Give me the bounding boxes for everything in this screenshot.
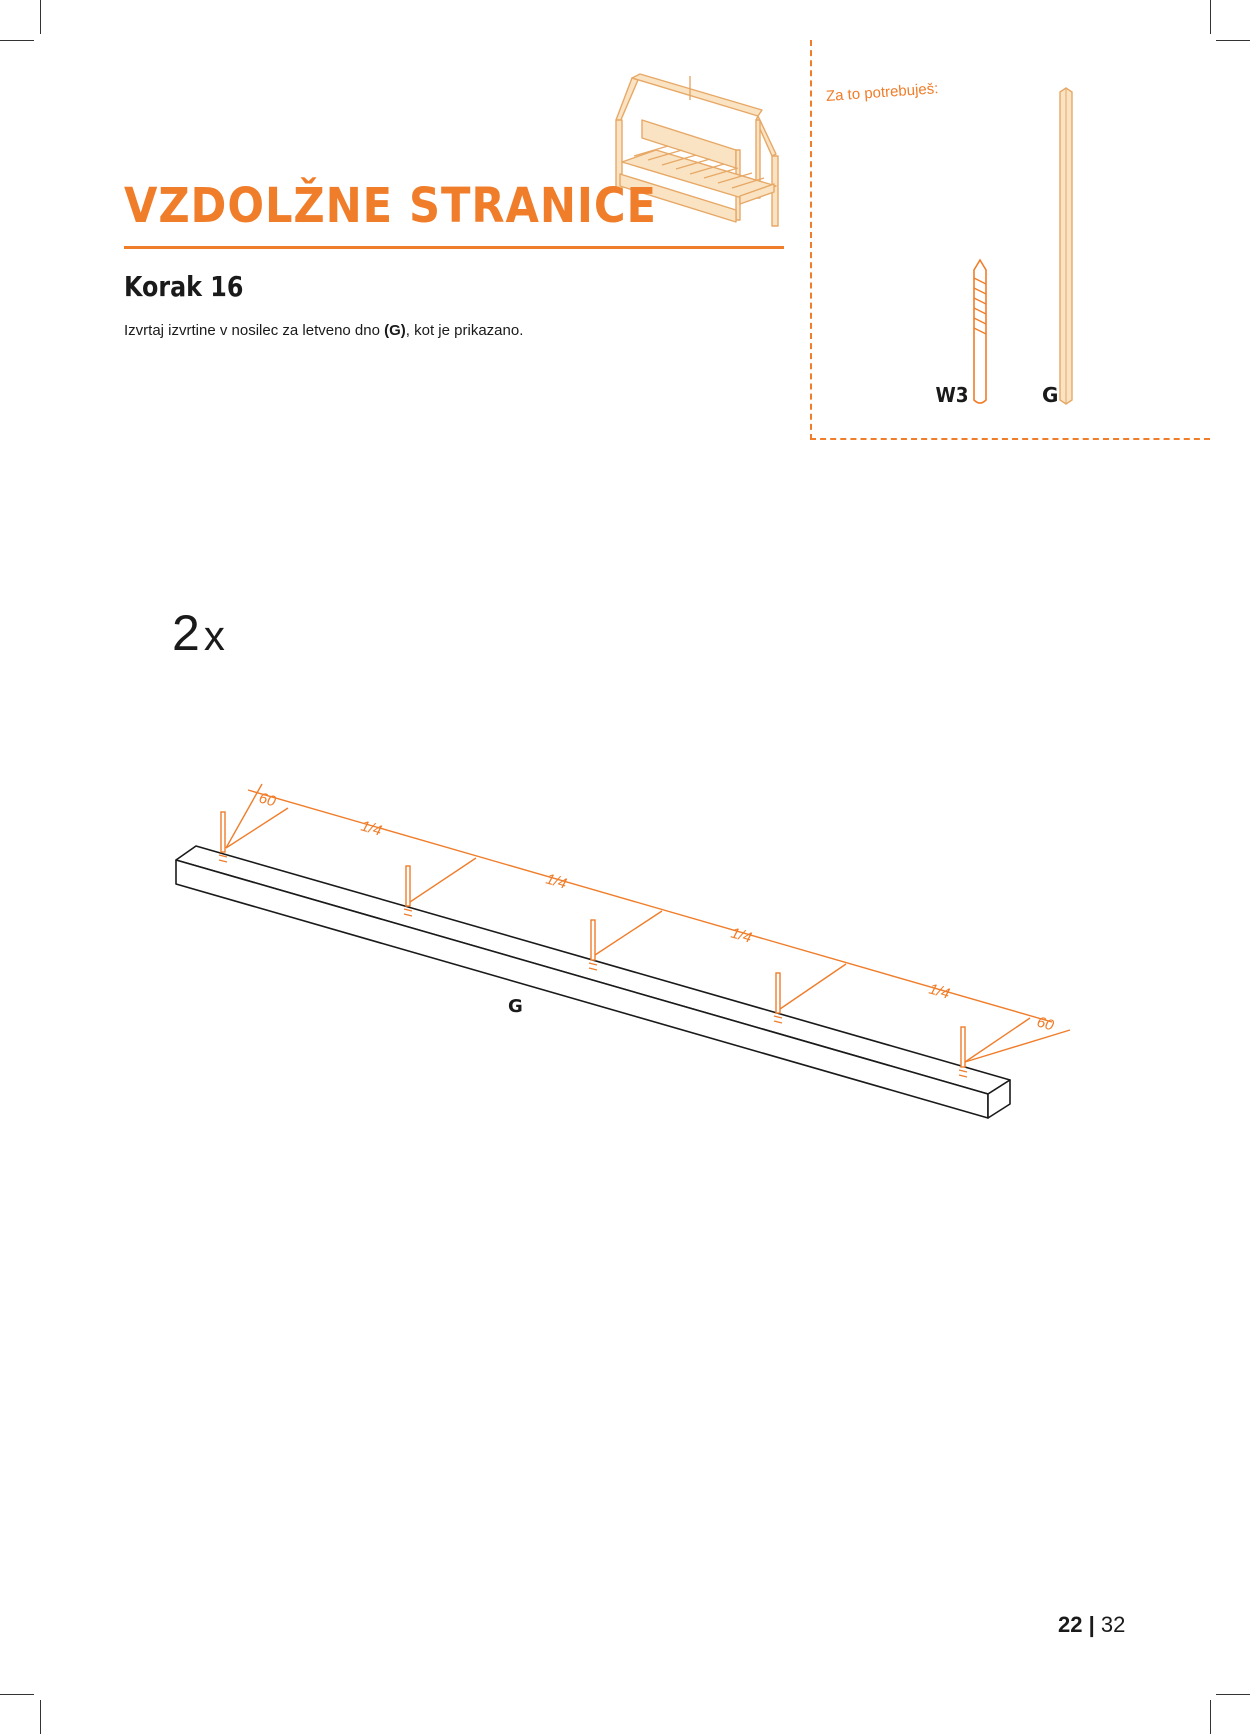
page-separator: | xyxy=(1088,1612,1095,1637)
instruction-before: Izvrtaj izvrtine v nosilec za letveno dno xyxy=(124,322,385,339)
dim-label-start: 60 xyxy=(256,789,278,811)
instruction-part-ref: (G) xyxy=(384,322,406,339)
beam-g xyxy=(176,846,1010,1118)
beam-label: G xyxy=(508,996,523,1017)
page-total: 32 xyxy=(1100,1612,1126,1637)
page-title: VZDOLŽNE STRANICE xyxy=(124,178,657,234)
drill-label: W3 xyxy=(935,383,969,408)
dim-label-quarter-3: 1/4 xyxy=(728,924,754,947)
instruction-after: , kot je prikazano. xyxy=(405,322,524,339)
batten-label: G xyxy=(1042,383,1059,407)
step-heading: Korak 16 xyxy=(124,270,244,303)
page-number xyxy=(1058,1612,1125,1638)
dim-label-quarter-2: 1/4 xyxy=(543,870,569,893)
dim-label-quarter-1: 1/4 xyxy=(358,817,384,840)
dim-label-quarter-4: 1/4 xyxy=(926,980,952,1003)
page-current: 22 xyxy=(1058,1612,1083,1637)
quantity-times: x xyxy=(203,612,225,659)
drill-marks xyxy=(221,812,965,1067)
required-parts-label: Za to potrebuješ: xyxy=(825,80,939,105)
quantity-count: 2 xyxy=(172,605,200,661)
dim-label-end: 60 xyxy=(1034,1013,1056,1035)
